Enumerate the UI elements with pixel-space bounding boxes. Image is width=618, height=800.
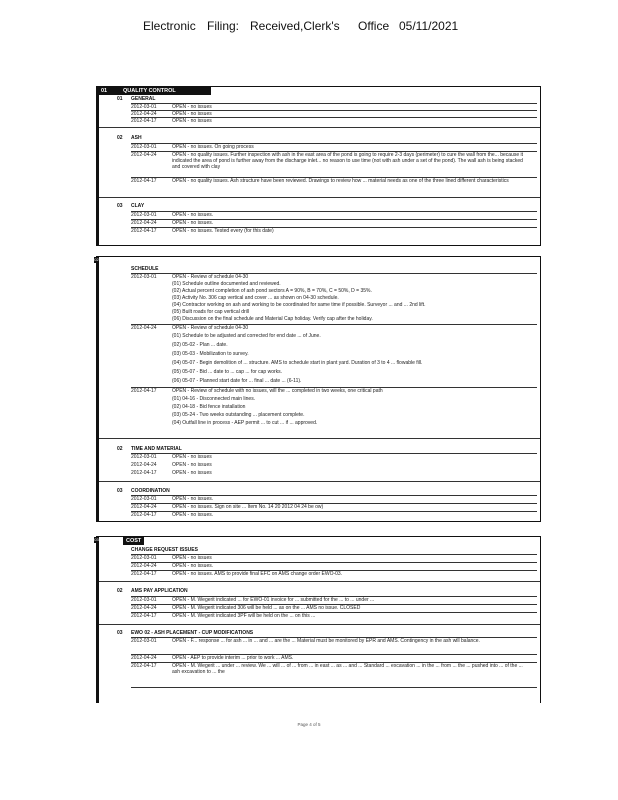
item-number: 02 <box>117 588 123 594</box>
item-title: CHANGE REQUEST ISSUES <box>131 547 198 553</box>
stamp-word: Received,Clerk's <box>250 19 340 33</box>
section-number: 03 <box>94 537 99 542</box>
entry-date: 2012-03-01 <box>131 144 157 150</box>
stamp-word: Office <box>358 19 390 33</box>
entry-date: 2012-03-01 <box>131 274 157 280</box>
entry-date: 2012-04-17 <box>131 228 157 234</box>
entry-text: OPEN - Review of schedule 04-30 <box>172 274 249 280</box>
entry-text: OPEN - Review of schedule with no issues, will the ... completed in two weeks, one critical path <box>172 388 383 394</box>
item-number: 02 <box>117 446 123 452</box>
entry-date: 2012-04-24 <box>131 462 157 468</box>
entry-text: OPEN - no issues. Sign on site ... Item No. 14 20 2012 04 24 be ow) <box>172 504 324 510</box>
entry-text: OPEN - M. Wegerit indicated ... for EWO-01 invoice for ... submitted for the ... to ... under ... <box>172 597 375 603</box>
entry-text: OPEN - Review of schedule 04-30 <box>172 325 249 331</box>
entry-subitem: (01) 04-16 - Disconnected main lines. <box>172 396 256 402</box>
entry-text: OPEN - no issues. <box>172 212 214 218</box>
section-number: 02 <box>94 257 99 262</box>
entry-date: 2012-04-17 <box>131 118 157 124</box>
entry-date: 2012-03-01 <box>131 212 157 218</box>
entry-date: 2012-03-01 <box>131 555 157 561</box>
page-number: Page 4 of 5 <box>297 722 321 727</box>
entry-subitem: (03) 05-24 - Two weeks outstanding ... placement complete. <box>172 412 305 418</box>
stamp-word: Filing: <box>207 19 240 33</box>
section-number: 01 <box>101 88 108 94</box>
item-title: SCHEDULE <box>131 266 159 272</box>
entry-date: 2012-03-01 <box>131 638 157 644</box>
cost-section <box>96 536 541 703</box>
entry-subitem: (04) 05-07 - Begin demolition of ... structure. AMS to schedule start in plant yard. Duration of 3 to 4 ... flowable fill. <box>172 360 423 366</box>
entry-date: 2012-04-24 <box>131 152 157 158</box>
item-number: 02 <box>117 135 123 141</box>
item-number: 03 <box>117 630 123 636</box>
entry-subitem: (02) Actual percent completion of ash pond sectors A = 90%, B = 70%, C = 50%, D = 35%. <box>172 288 372 294</box>
entry-text: OPEN - no issues. <box>172 563 214 569</box>
entry-date: 2012-03-01 <box>131 454 157 460</box>
stamp-word: Electronic <box>143 19 196 33</box>
entry-date: 2012-03-01 <box>131 597 157 603</box>
schedule-section <box>96 256 541 522</box>
entry-text: OPEN - no issues. <box>172 496 214 502</box>
entry-date: 2012-04-24 <box>131 111 157 117</box>
entry-text: OPEN - AEP to provide interim ... prior to work ... AMS. <box>172 655 294 661</box>
entry-date: 2012-04-17 <box>131 178 157 184</box>
entry-date: 2012-04-24 <box>131 563 157 569</box>
entry-text: OPEN - F... response ... for ash ... in ... and ... are the ... Material must be monitored by EPR and AMS. Contingency in the ash will balance. <box>172 638 480 644</box>
entry-text: OPEN - no issues <box>172 104 212 110</box>
section-title: COST <box>126 538 142 544</box>
stamp-word: 05/11/2021 <box>399 19 459 33</box>
entry-date: 2012-04-24 <box>131 655 157 661</box>
entry-date: 2012-04-17 <box>131 663 157 669</box>
entry-text: OPEN - M. Wegerit ... under ... review. We ... will ... of ... from ... in east ... as ... and ... Standard ... excavation ... in the ... from ... the ... pushed into ... of the ... ash excavation to ... the <box>172 663 523 675</box>
item-number: 03 <box>117 203 123 209</box>
item-title: GENERAL <box>131 96 156 102</box>
entry-text: OPEN - no issues. Tested every (for this date) <box>172 228 274 234</box>
entry-text: OPEN - no issues <box>172 118 212 124</box>
entry-text: OPEN - no issues <box>172 454 212 460</box>
item-number: 01 <box>117 96 123 102</box>
entry-date: 2012-04-17 <box>131 388 157 394</box>
entry-subitem: (02) 04-18 - Bid fence installation <box>172 404 246 410</box>
entry-text: OPEN - no issues <box>172 111 212 117</box>
item-title: ASH <box>131 135 142 141</box>
entry-text: OPEN - no issues. <box>172 512 214 518</box>
entry-subitem: (03) 05-03 - Mobilization to survey. <box>172 351 249 357</box>
entry-text: OPEN - no issues. AMS to provide final EFC on AMS change order EWO-03. <box>172 571 343 577</box>
entry-subitem: (04) Outfall line in process - AEP permit ... to cut ... if ... approved. <box>172 420 318 426</box>
entry-date: 2012-04-24 <box>131 605 157 611</box>
entry-text: OPEN - no issues <box>172 470 212 476</box>
item-title: COORDINATION <box>131 488 170 494</box>
item-title: EWO 02 - ASH PLACEMENT - CUP MODIFICATIONS <box>131 630 254 636</box>
entry-date: 2012-04-17 <box>131 512 157 518</box>
entry-subitem: (06) Discussion on the final schedule and Material Cap holiday. Verify cap after the holiday. <box>172 316 373 322</box>
item-number: 03 <box>117 488 123 494</box>
entry-date: 2012-03-01 <box>131 104 157 110</box>
entry-subitem: (01) Schedule outline documented and reviewed. <box>172 281 281 287</box>
entry-subitem: (02) 05-02 - Plan ... date. <box>172 342 228 348</box>
item-title: TIME AND MATERIAL <box>131 446 182 452</box>
entry-subitem: (03) Activity No. 306 cap vertical and cover ... as shown on 04-30 schedule. <box>172 295 339 301</box>
entry-subitem: (06) 05-07 - Planned start date for ... final ... date ... (6-11). <box>172 378 302 384</box>
entry-text: OPEN - M. Wegerit indicated 306 will be held ... as on the ... AMS no issue. CLOSED <box>172 605 361 611</box>
entry-date: 2012-04-17 <box>131 571 157 577</box>
entry-text: OPEN - no quality issues. Ash structure have been reviewed. Drawings to review how ... material needs as one of the three lined different characteristics <box>172 178 509 184</box>
entry-text: OPEN - no quality issues. Further inspection with ash in the east area of the pond is going to require 2-3 days (perimeter) to cure the wall from the... because it indicated the area of pond is further away from the discharge inlet... no reason to use time (not with ash under a set of the pond). The wall ash is being stacked and covered with clay <box>172 152 524 170</box>
section-header <box>123 537 144 545</box>
entry-date: 2012-04-24 <box>131 220 157 226</box>
entry-text: OPEN - no issues <box>172 555 212 561</box>
section-header <box>99 87 211 95</box>
quality-control-section <box>96 86 541 246</box>
entry-text: OPEN - no issues. <box>172 220 214 226</box>
entry-subitem: (05) 05-07 - Bid ... date to ... cap ... for cap works. <box>172 369 283 375</box>
entry-subitem: (05) Built roads for cap vertical drill <box>172 309 249 315</box>
entry-subitem: (04) Contractor working on ash and working to be coordinated for same time if possible. Surveyor ... and ... 2nd lift. <box>172 302 426 308</box>
entry-date: 2012-04-24 <box>131 504 157 510</box>
entry-text: OPEN - M. Wegerit indicated 3PF will be held on the ... on this ... <box>172 613 316 619</box>
entry-date: 2012-04-17 <box>131 613 157 619</box>
entry-text: OPEN - no issues. On going process <box>172 144 254 150</box>
entry-date: 2012-03-01 <box>131 496 157 502</box>
entry-text: OPEN - no issues <box>172 462 212 468</box>
section-title: QUALITY CONTROL <box>123 88 176 94</box>
item-title: AMS PAY APPLICATION <box>131 588 188 594</box>
entry-date: 2012-04-24 <box>131 325 157 331</box>
entry-date: 2012-04-17 <box>131 470 157 476</box>
entry-subitem: (01) Schedule to be adjusted and corrected for end date ... of June. <box>172 333 321 339</box>
item-title: CLAY <box>131 203 145 209</box>
